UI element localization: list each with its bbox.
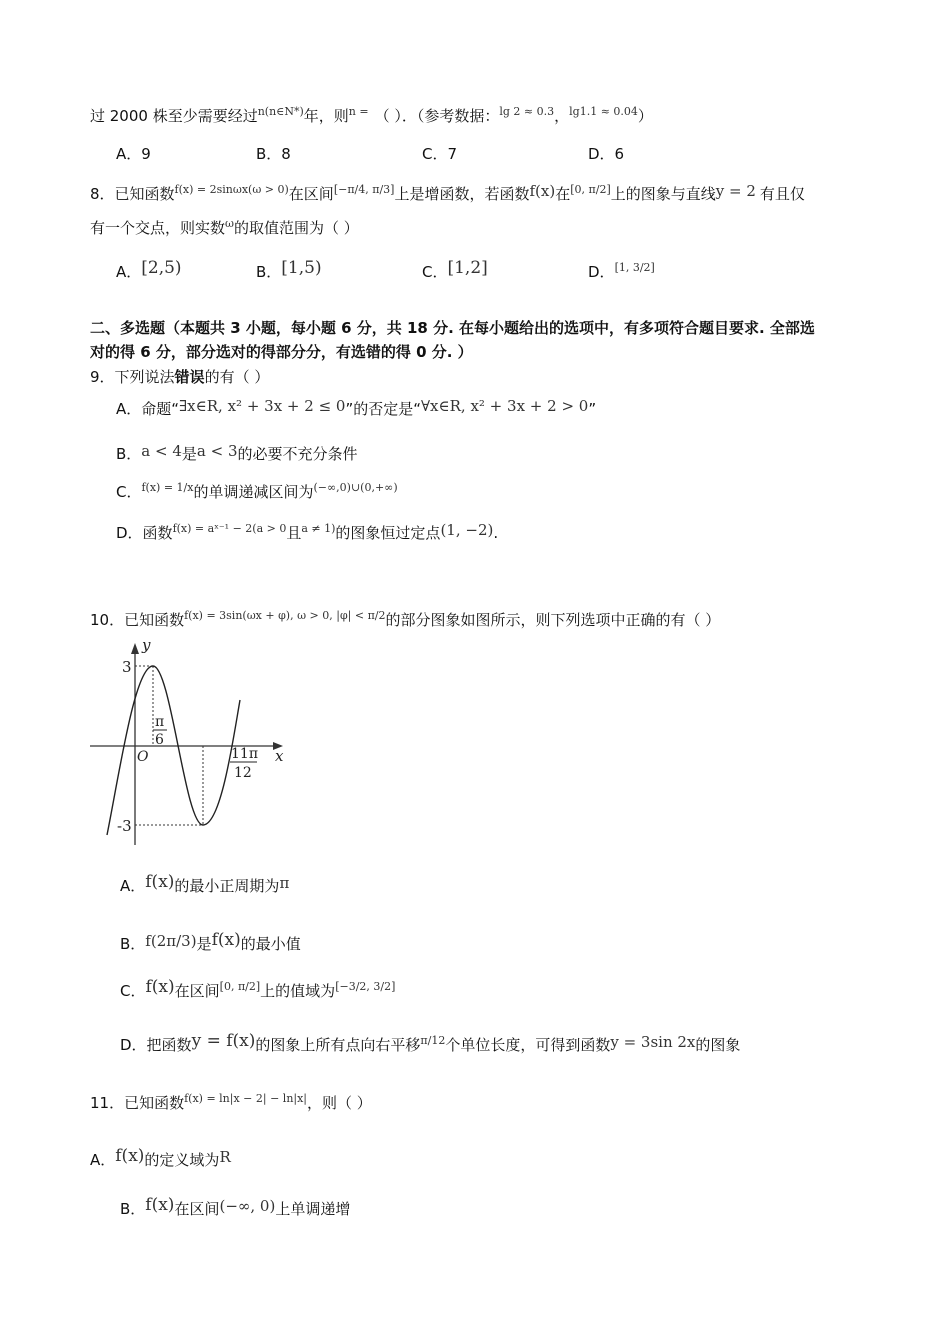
text: 的必要不充分条件 (237, 445, 358, 463)
text: 过 2000 株至少需要经过 (90, 107, 258, 125)
math-expr: (1, −2) (440, 521, 494, 539)
text: A．命题“ (116, 400, 180, 418)
math-expr: f(x) = aˣ⁻¹ − 2(a > 0 (172, 522, 287, 535)
pi-over-6-den: 6 (155, 732, 164, 748)
text: A． (116, 263, 142, 281)
q8-stem-line2 (90, 218, 359, 240)
text: ” (588, 400, 597, 418)
text: 11．已知函数 (90, 1094, 185, 1112)
text: C． (120, 982, 146, 1000)
q10-stem (90, 610, 720, 632)
text: 上单调递增 (275, 1200, 351, 1218)
text: 在区间 (174, 1200, 220, 1218)
math-expr: n(n∈N*) (257, 105, 304, 118)
q11-stem (90, 1093, 372, 1115)
math-expr: (−∞,0)∪(0,+∞) (313, 481, 398, 494)
text: 且 (286, 524, 302, 542)
text: 有一个交点，则实数 (90, 219, 226, 237)
math-expr: [1,2] (447, 258, 488, 278)
q8-option-d (588, 262, 655, 284)
text: 年，则 (303, 107, 349, 125)
q9-option-b (116, 444, 358, 464)
text: C． (116, 483, 142, 501)
q9-option-c (116, 482, 398, 504)
eleven-pi-12-num: 11π (231, 746, 259, 762)
text: D．把函数 (120, 1036, 192, 1054)
text: 的单调递减区间为 (193, 483, 314, 501)
q11-option-b (120, 1195, 351, 1219)
math-expr: π (279, 874, 290, 892)
text: 是 (181, 445, 197, 463)
math-expr: f(2π/3) (145, 932, 197, 950)
emphasis-text: 错误 (174, 368, 205, 386)
math-expr: [−π/4, π/3] (333, 183, 395, 196)
math-expr: R (219, 1148, 231, 1166)
q9-stem (90, 367, 269, 387)
math-expr: f(x) = 2sinωx(ω > 0) (174, 183, 289, 196)
y-max-label: 3 (122, 658, 132, 676)
q10-option-b (120, 930, 301, 954)
q7-option-d: D．6 (588, 145, 625, 163)
text: 在区间 (174, 982, 220, 1000)
math-expr: ∀x∈R, x² + 3x + 2 > 0 (421, 397, 589, 415)
q9-option-d (116, 523, 498, 545)
eleven-pi-12-den: 12 (234, 765, 252, 781)
text: 的部分图象如图所示，则下列选项中正确的有（ ） (385, 611, 721, 629)
text: 的图象 (695, 1036, 741, 1054)
math-expr: f(x) (211, 930, 241, 950)
text: 8．已知函数 (90, 185, 175, 203)
math-expr: ω (225, 217, 234, 230)
q10-option-c (120, 977, 396, 1003)
text: ， (554, 107, 570, 125)
math-expr: y = 2 (715, 182, 756, 200)
x-axis-label: x (275, 747, 284, 765)
origin-label: O (137, 749, 149, 765)
math-expr: a < 3 (196, 442, 238, 460)
text: B． (116, 445, 142, 463)
text: 上的值域为 (260, 982, 336, 1000)
math-expr: π/12 (420, 1034, 446, 1047)
text: 上的图象与直线 (610, 185, 716, 203)
section-header-line2: 对的得 6 分，部分选对的得部分分，有选错的得 0 分. ） (90, 343, 473, 361)
text: 在 (555, 185, 571, 203)
text: B． (120, 1200, 146, 1218)
q7-option-a: A．9 (116, 145, 151, 163)
math-expr: n = (348, 105, 369, 118)
q10-option-a (120, 872, 290, 896)
math-expr: [0, π/2] (219, 980, 261, 993)
text: ） (637, 107, 653, 125)
math-expr: ∃x∈R, x² + 3x + 2 ≤ 0 (179, 397, 346, 415)
text: 的定义域为 (144, 1151, 220, 1169)
q11-option-a (90, 1146, 231, 1170)
math-expr: f(x) (115, 1146, 145, 1166)
math-expr: lg 2 ≈ 0.3 (499, 105, 555, 118)
q10-option-d (120, 1031, 741, 1057)
math-expr: [1, 3/2] (614, 261, 655, 274)
math-expr: [2,5) (141, 258, 182, 278)
q8-option-b (256, 258, 322, 282)
text: A． (120, 877, 146, 895)
y-min-label: -3 (117, 817, 132, 835)
math-expr: [−3/2, 3/2] (335, 980, 396, 993)
text: 的取值范围为（ ） (234, 219, 359, 237)
math-expr: f(x) = 1/x (141, 481, 194, 494)
text: 的图象上所有点向右平移 (255, 1036, 421, 1054)
text: B． (120, 935, 146, 953)
math-expr: [0, π/2] (570, 183, 611, 196)
text: B． (256, 263, 282, 281)
math-expr: f(x) = 3sin(ωx + φ), ω > 0, |φ| < π/2 (184, 609, 386, 622)
section-header: 二、多选题（本题共 3 小题，每小题 6 分，共 18 分. 在每小题给出的选项中，有多项符合题目要求. 全部选 (90, 319, 815, 337)
text: 上是增函数，若函数 (394, 185, 530, 203)
math-expr: f(x) (145, 872, 175, 892)
text: D．函数 (116, 524, 173, 542)
q8-option-c (422, 258, 488, 282)
math-expr: y = 3sin 2x (610, 1033, 696, 1051)
y-axis-arrow (131, 643, 139, 654)
math-expr: f(x) = ln|x − 2| − ln|x| (184, 1092, 308, 1105)
math-expr: f(x) (145, 1195, 175, 1215)
text: 9．下列说法 (90, 368, 175, 386)
text: （ ）．（参考数据： (374, 107, 500, 125)
math-expr: a < 4 (141, 442, 182, 460)
text: 的图象恒过定点 (335, 524, 441, 542)
text: A． (90, 1151, 116, 1169)
text: ”的否定是“ (345, 400, 421, 418)
q7-option-c: C．7 (422, 145, 458, 163)
text: ，则（ ） (307, 1094, 372, 1112)
text: 在区间 (288, 185, 334, 203)
text: 个单位长度，可得到函数 (445, 1036, 611, 1054)
q7-option-b: B．8 (256, 145, 291, 163)
q9-option-a (116, 399, 596, 419)
math-expr: lg1.1 ≈ 0.04 (569, 105, 638, 118)
y-axis-label: y (142, 636, 151, 654)
text: 有且仅 (759, 185, 805, 203)
math-expr: y = f(x) (191, 1031, 256, 1051)
math-expr: f(x) (529, 182, 556, 200)
math-expr: (−∞, 0) (219, 1197, 276, 1215)
text: 是 (196, 935, 212, 953)
math-expr: [1,5) (281, 258, 322, 278)
q8-stem (90, 184, 805, 206)
text: . (493, 524, 499, 542)
text: 的有（ ） (204, 368, 270, 386)
text: C． (422, 263, 448, 281)
pi-over-6-num: π (155, 714, 165, 730)
sine-curve (107, 666, 240, 835)
math-expr: a ≠ 1) (301, 522, 336, 535)
sine-graph-figure (85, 630, 295, 850)
q7-stem (90, 106, 653, 128)
text: 的最小正周期为 (174, 877, 280, 895)
math-expr: f(x) (145, 977, 175, 997)
q8-option-a (116, 258, 182, 282)
text: D． (588, 263, 615, 281)
text: 的最小值 (240, 935, 301, 953)
text: 10．已知函数 (90, 611, 185, 629)
